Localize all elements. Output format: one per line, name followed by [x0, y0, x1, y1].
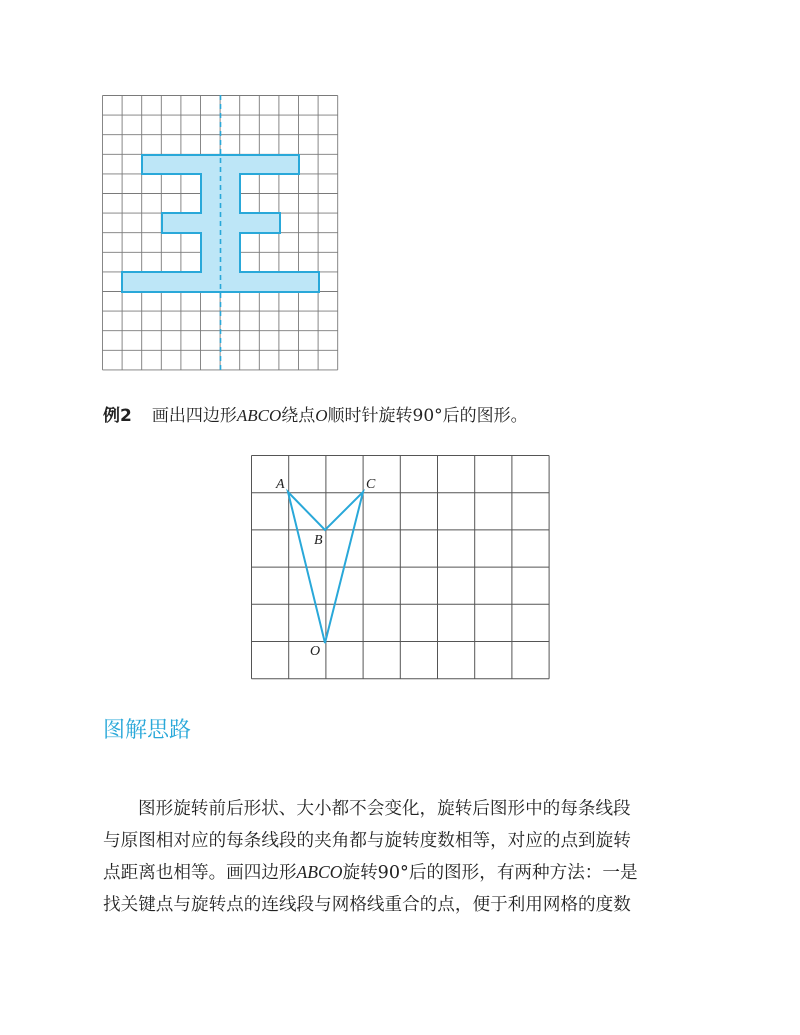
point-label-o: O — [310, 644, 321, 659]
shape-name: ABCO — [296, 862, 343, 882]
quadrilateral-figure — [251, 455, 551, 681]
explanation-paragraph — [103, 794, 703, 921]
point-name: O — [315, 406, 328, 425]
point-label-a: A — [276, 477, 285, 492]
paragraph-line — [103, 857, 703, 890]
example-text-after: 顺时针旋转90°后的图形。 — [327, 406, 528, 426]
example-text-before: 画出四边形 — [151, 406, 237, 426]
example-label: 例2 — [103, 406, 132, 426]
symmetric-shape-figure — [102, 95, 340, 371]
paragraph-line: 找关键点与旋转点的连线段与网格线重合的点，便于利用网格的度数 — [103, 894, 631, 915]
paragraph-line: 图形旋转前后形状、大小都不会变化，旋转后图形中的每条线段 — [138, 799, 631, 819]
section-title: 图解思路 — [103, 718, 192, 743]
paragraph-line-part: 旋转90°后的图形，有两种方法：一是 — [342, 863, 638, 883]
point-label-b: B — [314, 533, 323, 548]
paragraph-line-part: 点距离也相等。画四边形 — [103, 863, 297, 883]
point-label-c: C — [366, 477, 376, 492]
example-statement — [103, 404, 528, 428]
paragraph-line: 与原图相对应的每条线段的夹角都与旋转度数相等，对应的点到旋转 — [103, 830, 631, 851]
example-text-mid: 绕点 — [281, 406, 316, 426]
shape-name: ABCO — [236, 406, 282, 425]
grid-paper — [252, 456, 550, 679]
